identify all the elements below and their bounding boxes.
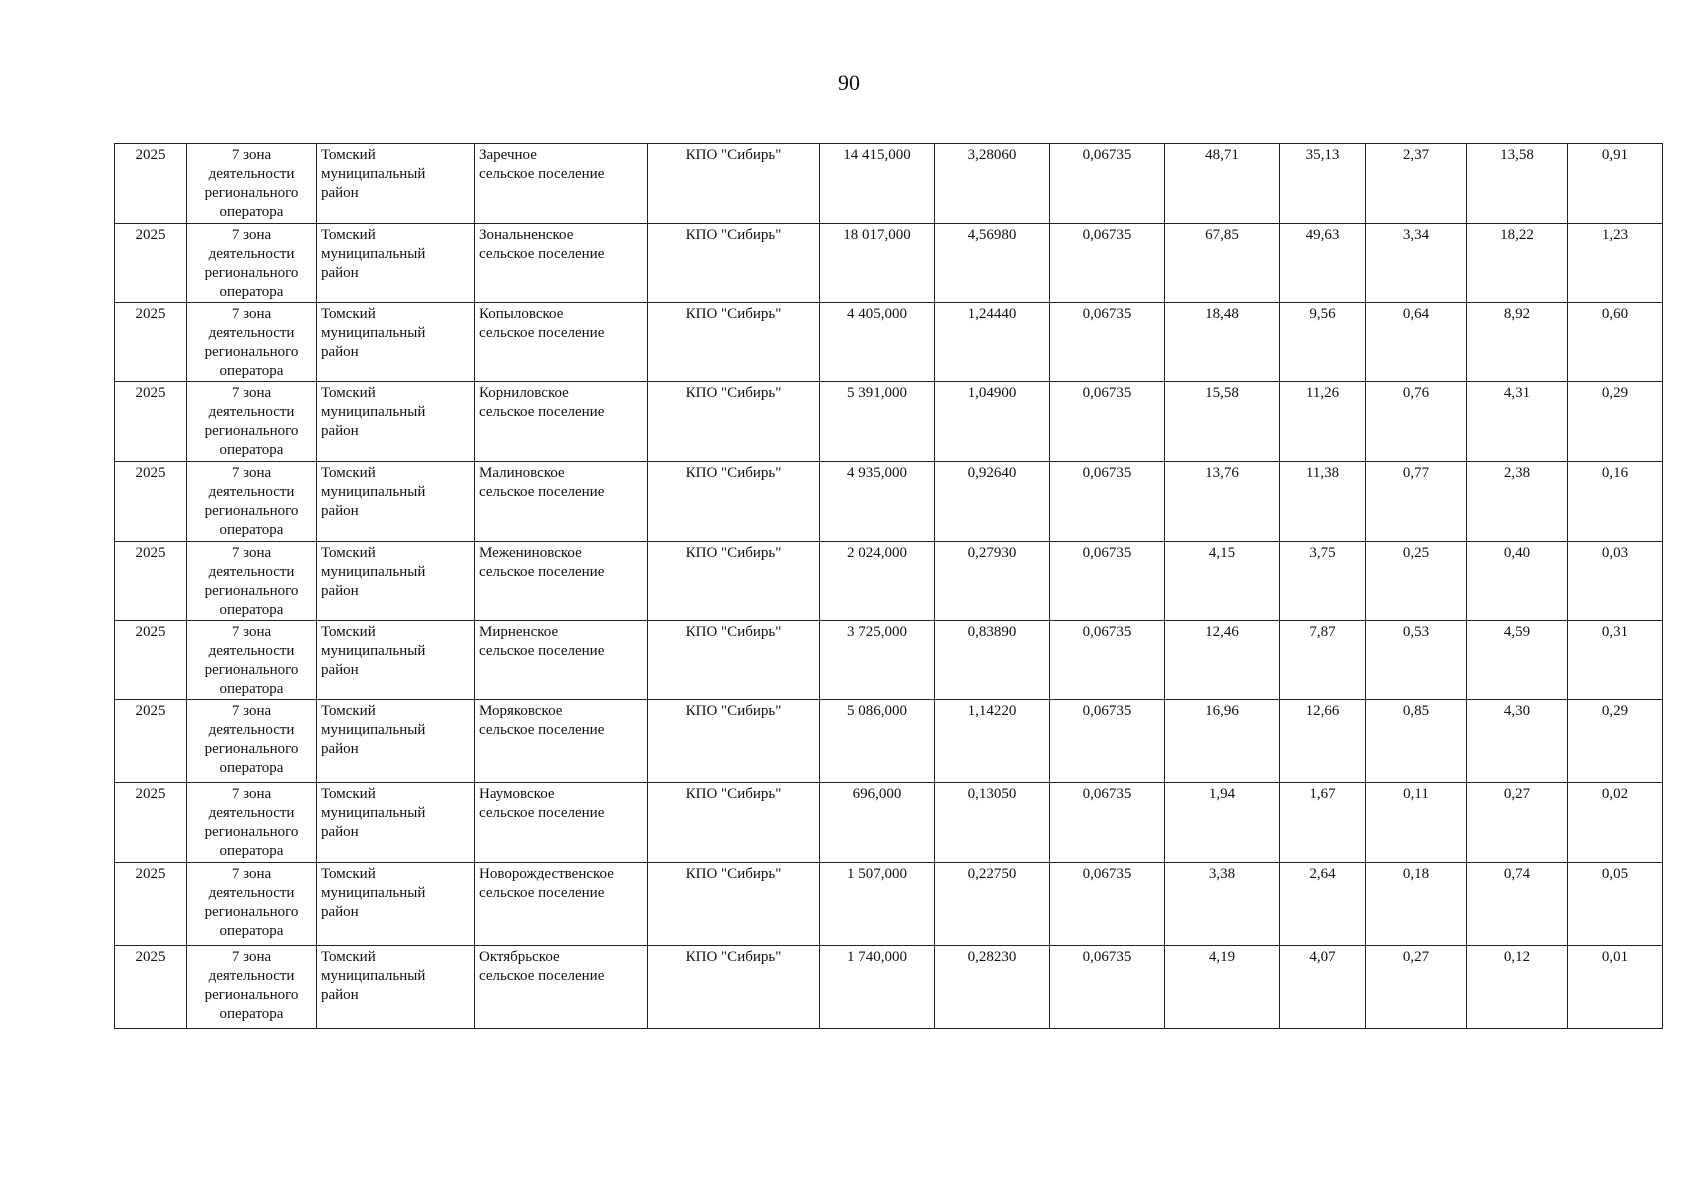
- settlement-cell-line: сельское поселение: [479, 484, 605, 500]
- district-cell-line: район: [321, 662, 359, 678]
- zone-cell-line: деятельности: [208, 484, 295, 500]
- settlement-cell: [475, 700, 648, 783]
- zone-cell-line: деятельности: [208, 325, 295, 341]
- zone-cell: [187, 382, 317, 462]
- settlement-cell-line: Заречное: [479, 147, 537, 163]
- zone-cell-line: регионального: [204, 824, 299, 840]
- value-cell-v7: 18,22: [1467, 224, 1568, 303]
- zone-cell-line: деятельности: [208, 968, 295, 984]
- value-cell-v6: 0,53: [1366, 621, 1467, 700]
- zone-cell-line: оператора: [219, 284, 284, 300]
- value-cell-v5: 2,64: [1280, 863, 1366, 946]
- value-cell-v8: 0,91: [1568, 144, 1663, 224]
- value-cell-v5: 12,66: [1280, 700, 1366, 783]
- operator-cell: КПО "Сибирь": [648, 224, 820, 303]
- district-cell-line: район: [321, 423, 359, 439]
- value-cell-v7: 0,74: [1467, 863, 1568, 946]
- settlement-cell-line: Корниловское: [479, 385, 569, 401]
- value-cell-v7: 0,27: [1467, 783, 1568, 863]
- settlement-cell-line: сельское поселение: [479, 166, 605, 182]
- zone-cell-line: оператора: [219, 681, 284, 697]
- district-cell-line: район: [321, 583, 359, 599]
- district-cell-line: Томский: [321, 949, 376, 965]
- table-row: [115, 224, 1663, 303]
- year-cell: 2025: [115, 700, 187, 783]
- zone-cell-line: оператора: [219, 363, 284, 379]
- value-cell-v4: 15,58: [1165, 382, 1280, 462]
- value-cell-v3: 0,06735: [1050, 783, 1165, 863]
- value-cell-v2: 0,83890: [935, 621, 1050, 700]
- value-cell-v1: 5 391,000: [820, 382, 935, 462]
- value-cell-v6: 0,18: [1366, 863, 1467, 946]
- district-cell-line: Томский: [321, 147, 376, 163]
- settlement-cell-line: сельское поселение: [479, 404, 605, 420]
- settlement-cell: [475, 863, 648, 946]
- zone-cell-line: 7 зона: [231, 385, 272, 401]
- settlement-cell-line: Мирненское: [479, 624, 559, 640]
- value-cell-v3: 0,06735: [1050, 863, 1165, 946]
- zone-cell-line: деятельности: [208, 166, 295, 182]
- zone-cell-line: деятельности: [208, 246, 295, 262]
- settlement-cell-line: Наумовское: [479, 786, 555, 802]
- value-cell-v3: 0,06735: [1050, 542, 1165, 621]
- district-cell-line: муниципальный: [321, 643, 426, 659]
- value-cell-v5: 1,67: [1280, 783, 1366, 863]
- zone-cell-line: 7 зона: [231, 147, 272, 163]
- zone-cell-line: 7 зона: [231, 227, 272, 243]
- value-cell-v8: 0,29: [1568, 700, 1663, 783]
- value-cell-v4: 4,15: [1165, 542, 1280, 621]
- value-cell-v8: 1,23: [1568, 224, 1663, 303]
- zone-cell-line: деятельности: [208, 722, 295, 738]
- settlement-cell-line: сельское поселение: [479, 564, 605, 580]
- year-cell: 2025: [115, 946, 187, 1029]
- zone-cell-line: 7 зона: [231, 545, 272, 561]
- table-row: [115, 542, 1663, 621]
- district-cell: [317, 863, 475, 946]
- value-cell-v6: 0,27: [1366, 946, 1467, 1029]
- value-cell-v8: 0,31: [1568, 621, 1663, 700]
- value-cell-v4: 16,96: [1165, 700, 1280, 783]
- value-cell-v2: 1,14220: [935, 700, 1050, 783]
- zone-cell-line: 7 зона: [231, 465, 272, 481]
- operator-cell: КПО "Сибирь": [648, 863, 820, 946]
- zone-cell-line: 7 зона: [231, 306, 272, 322]
- value-cell-v2: 0,22750: [935, 863, 1050, 946]
- year-cell: 2025: [115, 382, 187, 462]
- settlement-cell: [475, 382, 648, 462]
- district-cell: [317, 224, 475, 303]
- district-cell: [317, 621, 475, 700]
- zone-cell: [187, 946, 317, 1029]
- district-cell-line: муниципальный: [321, 246, 426, 262]
- zone-cell-line: регионального: [204, 503, 299, 519]
- settlement-cell-line: сельское поселение: [479, 722, 605, 738]
- value-cell-v2: 3,28060: [935, 144, 1050, 224]
- value-cell-v7: 13,58: [1467, 144, 1568, 224]
- table-row: [115, 783, 1663, 863]
- value-cell-v8: 0,01: [1568, 946, 1663, 1029]
- zone-cell-line: регионального: [204, 583, 299, 599]
- value-cell-v6: 0,25: [1366, 542, 1467, 621]
- settlement-cell-line: сельское поселение: [479, 885, 605, 901]
- table-row: [115, 303, 1663, 382]
- year-cell: 2025: [115, 542, 187, 621]
- value-cell-v2: 0,28230: [935, 946, 1050, 1029]
- settlement-cell-line: сельское поселение: [479, 968, 605, 984]
- value-cell-v8: 0,60: [1568, 303, 1663, 382]
- value-cell-v1: 4 935,000: [820, 462, 935, 542]
- settlement-cell-line: сельское поселение: [479, 805, 605, 821]
- value-cell-v7: 0,40: [1467, 542, 1568, 621]
- settlement-cell: [475, 783, 648, 863]
- value-cell-v1: 1 740,000: [820, 946, 935, 1029]
- zone-cell: [187, 303, 317, 382]
- zone-cell-line: регионального: [204, 987, 299, 1003]
- settlement-cell: [475, 144, 648, 224]
- value-cell-v8: 0,02: [1568, 783, 1663, 863]
- settlement-cell-line: сельское поселение: [479, 643, 605, 659]
- value-cell-v3: 0,06735: [1050, 382, 1165, 462]
- value-cell-v5: 35,13: [1280, 144, 1366, 224]
- settlement-cell-line: сельское поселение: [479, 325, 605, 341]
- settlement-cell-line: Зональненское: [479, 227, 574, 243]
- zone-cell-line: оператора: [219, 204, 284, 220]
- value-cell-v3: 0,06735: [1050, 700, 1165, 783]
- zone-cell-line: оператора: [219, 1006, 284, 1022]
- zone-cell-line: 7 зона: [231, 703, 272, 719]
- district-cell: [317, 542, 475, 621]
- district-cell-line: Томский: [321, 306, 376, 322]
- value-cell-v1: 696,000: [820, 783, 935, 863]
- value-cell-v6: 0,11: [1366, 783, 1467, 863]
- zone-cell-line: 7 зона: [231, 866, 272, 882]
- value-cell-v3: 0,06735: [1050, 621, 1165, 700]
- zone-cell-line: 7 зона: [231, 786, 272, 802]
- district-cell-line: муниципальный: [321, 325, 426, 341]
- district-cell: [317, 303, 475, 382]
- zone-cell-line: регионального: [204, 904, 299, 920]
- value-cell-v5: 11,26: [1280, 382, 1366, 462]
- district-cell-line: муниципальный: [321, 805, 426, 821]
- zone-cell-line: регионального: [204, 265, 299, 281]
- table-body: [115, 144, 1663, 1029]
- year-cell: 2025: [115, 863, 187, 946]
- operator-cell: КПО "Сибирь": [648, 462, 820, 542]
- value-cell-v2: 1,24440: [935, 303, 1050, 382]
- value-cell-v1: 18 017,000: [820, 224, 935, 303]
- district-cell-line: район: [321, 265, 359, 281]
- district-cell-line: муниципальный: [321, 722, 426, 738]
- value-cell-v7: 4,30: [1467, 700, 1568, 783]
- zone-cell: [187, 462, 317, 542]
- zone-cell: [187, 700, 317, 783]
- district-cell-line: район: [321, 824, 359, 840]
- value-cell-v5: 7,87: [1280, 621, 1366, 700]
- year-cell: 2025: [115, 224, 187, 303]
- value-cell-v7: 4,59: [1467, 621, 1568, 700]
- district-cell-line: муниципальный: [321, 885, 426, 901]
- zone-cell-line: регионального: [204, 741, 299, 757]
- district-cell-line: муниципальный: [321, 968, 426, 984]
- table-row: [115, 621, 1663, 700]
- value-cell-v4: 13,76: [1165, 462, 1280, 542]
- value-cell-v6: 0,77: [1366, 462, 1467, 542]
- district-cell-line: муниципальный: [321, 166, 426, 182]
- table-row: [115, 700, 1663, 783]
- data-table: [114, 143, 1663, 1029]
- zone-cell-line: деятельности: [208, 404, 295, 420]
- zone-cell-line: деятельности: [208, 885, 295, 901]
- value-cell-v6: 2,37: [1366, 144, 1467, 224]
- year-cell: 2025: [115, 621, 187, 700]
- district-cell: [317, 946, 475, 1029]
- value-cell-v1: 3 725,000: [820, 621, 935, 700]
- district-cell-line: Томский: [321, 227, 376, 243]
- value-cell-v5: 11,38: [1280, 462, 1366, 542]
- zone-cell-line: деятельности: [208, 805, 295, 821]
- zone-cell-line: оператора: [219, 522, 284, 538]
- year-cell: 2025: [115, 303, 187, 382]
- operator-cell: КПО "Сибирь": [648, 382, 820, 462]
- value-cell-v8: 0,05: [1568, 863, 1663, 946]
- zone-cell-line: оператора: [219, 843, 284, 859]
- settlement-cell: [475, 621, 648, 700]
- district-cell-line: муниципальный: [321, 404, 426, 420]
- value-cell-v8: 0,29: [1568, 382, 1663, 462]
- settlement-cell: [475, 542, 648, 621]
- zone-cell-line: регионального: [204, 423, 299, 439]
- zone-cell-line: оператора: [219, 442, 284, 458]
- zone-cell-line: регионального: [204, 344, 299, 360]
- district-cell-line: муниципальный: [321, 564, 426, 580]
- value-cell-v2: 0,92640: [935, 462, 1050, 542]
- district-cell-line: район: [321, 987, 359, 1003]
- zone-cell-line: деятельности: [208, 564, 295, 580]
- settlement-cell-line: Межениновское: [479, 545, 582, 561]
- value-cell-v1: 5 086,000: [820, 700, 935, 783]
- settlement-cell-line: Копыловское: [479, 306, 564, 322]
- district-cell: [317, 382, 475, 462]
- year-cell: 2025: [115, 144, 187, 224]
- settlement-cell-line: Октябрьское: [479, 949, 560, 965]
- table-row: [115, 382, 1663, 462]
- zone-cell: [187, 621, 317, 700]
- settlement-cell-line: Новорождественское: [479, 866, 614, 882]
- district-cell-line: Томский: [321, 385, 376, 401]
- value-cell-v3: 0,06735: [1050, 224, 1165, 303]
- district-cell-line: Томский: [321, 624, 376, 640]
- district-cell-line: Томский: [321, 786, 376, 802]
- value-cell-v3: 0,06735: [1050, 946, 1165, 1029]
- district-cell-line: Томский: [321, 465, 376, 481]
- zone-cell: [187, 224, 317, 303]
- value-cell-v1: 2 024,000: [820, 542, 935, 621]
- value-cell-v1: 4 405,000: [820, 303, 935, 382]
- district-cell: [317, 144, 475, 224]
- district-cell-line: район: [321, 904, 359, 920]
- value-cell-v7: 0,12: [1467, 946, 1568, 1029]
- zone-cell-line: 7 зона: [231, 624, 272, 640]
- district-cell: [317, 783, 475, 863]
- zone-cell: [187, 144, 317, 224]
- value-cell-v4: 4,19: [1165, 946, 1280, 1029]
- district-cell-line: район: [321, 185, 359, 201]
- operator-cell: КПО "Сибирь": [648, 700, 820, 783]
- value-cell-v7: 8,92: [1467, 303, 1568, 382]
- zone-cell-line: деятельности: [208, 643, 295, 659]
- value-cell-v6: 3,34: [1366, 224, 1467, 303]
- settlement-cell: [475, 462, 648, 542]
- value-cell-v4: 12,46: [1165, 621, 1280, 700]
- value-cell-v4: 48,71: [1165, 144, 1280, 224]
- value-cell-v1: 14 415,000: [820, 144, 935, 224]
- settlement-cell: [475, 946, 648, 1029]
- settlement-cell: [475, 303, 648, 382]
- district-cell-line: Томский: [321, 866, 376, 882]
- operator-cell: КПО "Сибирь": [648, 303, 820, 382]
- district-cell-line: район: [321, 503, 359, 519]
- table-row: [115, 946, 1663, 1029]
- value-cell-v6: 0,64: [1366, 303, 1467, 382]
- value-cell-v3: 0,06735: [1050, 462, 1165, 542]
- district-cell: [317, 700, 475, 783]
- zone-cell-line: 7 зона: [231, 949, 272, 965]
- table-row: [115, 144, 1663, 224]
- operator-cell: КПО "Сибирь": [648, 542, 820, 621]
- settlement-cell-line: Моряковское: [479, 703, 563, 719]
- value-cell-v1: 1 507,000: [820, 863, 935, 946]
- zone-cell: [187, 783, 317, 863]
- value-cell-v7: 2,38: [1467, 462, 1568, 542]
- operator-cell: КПО "Сибирь": [648, 144, 820, 224]
- zone-cell: [187, 542, 317, 621]
- value-cell-v4: 1,94: [1165, 783, 1280, 863]
- year-cell: 2025: [115, 462, 187, 542]
- district-cell-line: район: [321, 741, 359, 757]
- value-cell-v5: 9,56: [1280, 303, 1366, 382]
- value-cell-v4: 18,48: [1165, 303, 1280, 382]
- value-cell-v2: 0,13050: [935, 783, 1050, 863]
- district-cell-line: Томский: [321, 703, 376, 719]
- value-cell-v5: 3,75: [1280, 542, 1366, 621]
- district-cell: [317, 462, 475, 542]
- district-cell-line: Томский: [321, 545, 376, 561]
- value-cell-v8: 0,03: [1568, 542, 1663, 621]
- value-cell-v2: 0,27930: [935, 542, 1050, 621]
- zone-cell: [187, 863, 317, 946]
- value-cell-v5: 4,07: [1280, 946, 1366, 1029]
- zone-cell-line: регионального: [204, 662, 299, 678]
- page-number: 90: [838, 70, 860, 95]
- settlement-cell-line: сельское поселение: [479, 246, 605, 262]
- table-row: [115, 863, 1663, 946]
- district-cell-line: район: [321, 344, 359, 360]
- value-cell-v3: 0,06735: [1050, 144, 1165, 224]
- operator-cell: КПО "Сибирь": [648, 946, 820, 1029]
- table-row: [115, 462, 1663, 542]
- value-cell-v6: 0,85: [1366, 700, 1467, 783]
- value-cell-v8: 0,16: [1568, 462, 1663, 542]
- value-cell-v4: 67,85: [1165, 224, 1280, 303]
- operator-cell: КПО "Сибирь": [648, 783, 820, 863]
- year-cell: 2025: [115, 783, 187, 863]
- zone-cell-line: оператора: [219, 760, 284, 776]
- value-cell-v5: 49,63: [1280, 224, 1366, 303]
- district-cell-line: муниципальный: [321, 484, 426, 500]
- value-cell-v4: 3,38: [1165, 863, 1280, 946]
- value-cell-v6: 0,76: [1366, 382, 1467, 462]
- settlement-cell: [475, 224, 648, 303]
- value-cell-v7: 4,31: [1467, 382, 1568, 462]
- zone-cell-line: регионального: [204, 185, 299, 201]
- settlement-cell-line: Малиновское: [479, 465, 565, 481]
- operator-cell: КПО "Сибирь": [648, 621, 820, 700]
- value-cell-v2: 1,04900: [935, 382, 1050, 462]
- zone-cell-line: оператора: [219, 602, 284, 618]
- zone-cell-line: оператора: [219, 923, 284, 939]
- value-cell-v2: 4,56980: [935, 224, 1050, 303]
- value-cell-v3: 0,06735: [1050, 303, 1165, 382]
